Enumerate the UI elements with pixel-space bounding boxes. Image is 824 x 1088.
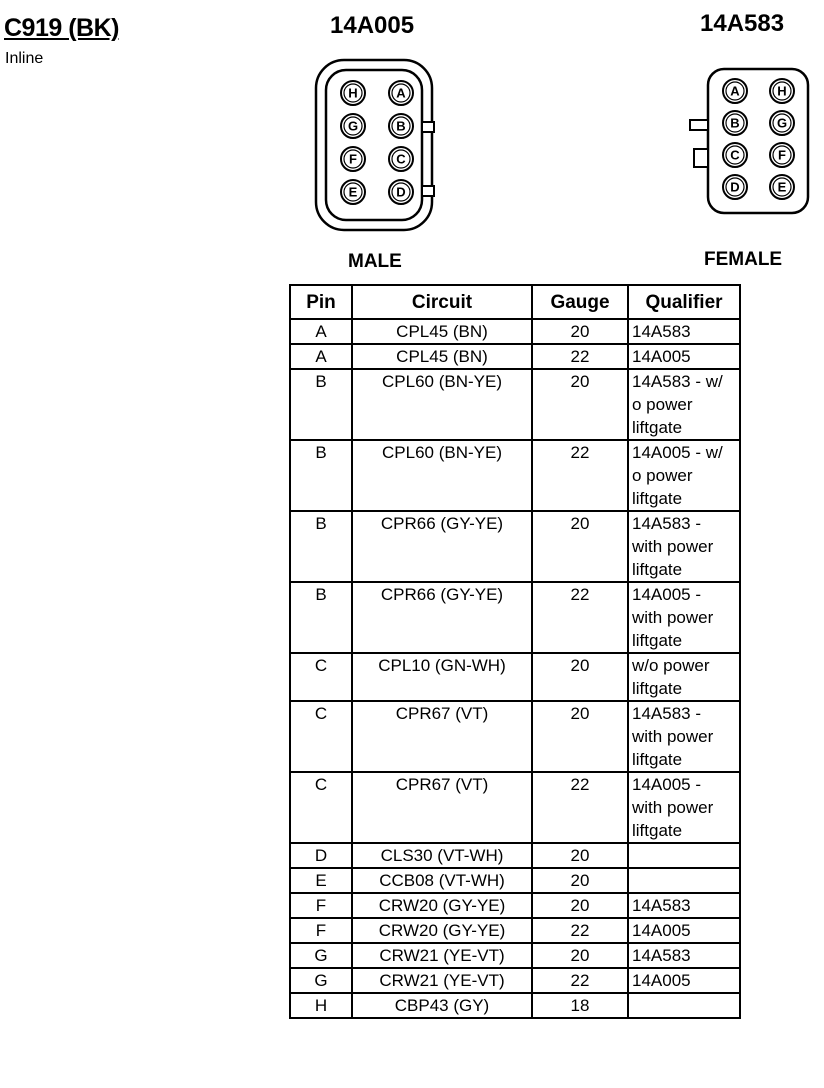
gauge-cell: 20 bbox=[532, 701, 628, 772]
gauge-cell: 20 bbox=[532, 653, 628, 701]
table-row bbox=[290, 319, 740, 344]
pin-label: E bbox=[777, 179, 787, 195]
circuit-cell: CBP43 (GY) bbox=[352, 993, 532, 1018]
pin-cell: A bbox=[290, 344, 352, 369]
qualifier-cell bbox=[628, 582, 740, 653]
gauge-cell: 22 bbox=[532, 344, 628, 369]
pin-cell: B bbox=[290, 582, 352, 653]
male-pin-group bbox=[341, 81, 413, 204]
qualifier-line: 14A583 - bbox=[632, 704, 701, 723]
qualifier-line: 14A005 bbox=[632, 347, 691, 366]
pin-label: E bbox=[348, 184, 358, 200]
table-row bbox=[290, 440, 740, 511]
table-row bbox=[290, 868, 740, 893]
pin-label: C bbox=[396, 151, 406, 167]
pin-label: F bbox=[778, 147, 786, 163]
connector-location: Inline bbox=[5, 50, 44, 67]
circuit-cell: CPR66 (GY-YE) bbox=[352, 582, 532, 653]
pin-label: F bbox=[349, 151, 357, 167]
qualifier-line: 14A583 - w/ bbox=[632, 372, 723, 391]
qualifier-cell bbox=[628, 918, 740, 943]
pin-cell: A bbox=[290, 319, 352, 344]
table-row bbox=[290, 918, 740, 943]
table-row bbox=[290, 344, 740, 369]
gauge-cell: 22 bbox=[532, 968, 628, 993]
circuit-cell: CPL45 (BN) bbox=[352, 319, 532, 344]
qualifier-line: 14A005 bbox=[632, 971, 691, 990]
qualifier-line: liftgate bbox=[632, 418, 683, 437]
qualifier-cell bbox=[628, 993, 740, 1018]
qualifier-line: 14A583 bbox=[632, 322, 691, 341]
qualifier-cell bbox=[628, 893, 740, 918]
pin-label: C bbox=[730, 147, 740, 163]
circuit-cell: CPL60 (BN-YE) bbox=[352, 440, 532, 511]
circuit-cell: CPR67 (VT) bbox=[352, 701, 532, 772]
female-part-number: 14A583 bbox=[700, 10, 785, 37]
header-qualifier: Qualifier bbox=[628, 285, 740, 319]
qualifier-cell bbox=[628, 968, 740, 993]
pin-cell: F bbox=[290, 918, 352, 943]
qualifier-line: liftgate bbox=[632, 631, 683, 650]
qualifier-line: with power bbox=[632, 798, 714, 817]
gauge-cell: 22 bbox=[532, 440, 628, 511]
table-row bbox=[290, 772, 740, 843]
pin-label: A bbox=[730, 83, 740, 99]
pin-cell: G bbox=[290, 943, 352, 968]
qualifier-line: 14A005 - bbox=[632, 585, 701, 604]
qualifier-line: w/o power bbox=[632, 656, 710, 675]
qualifier-cell bbox=[628, 943, 740, 968]
pin-label: A bbox=[396, 85, 406, 101]
female-connector-diagram bbox=[686, 66, 812, 216]
gauge-cell: 20 bbox=[532, 893, 628, 918]
table-row bbox=[290, 511, 740, 582]
qualifier-line: o power bbox=[632, 466, 693, 485]
pin-label: D bbox=[396, 184, 406, 200]
circuit-cell: CPL45 (BN) bbox=[352, 344, 532, 369]
qualifier-cell bbox=[628, 440, 740, 511]
table-row bbox=[290, 893, 740, 918]
connector-title: C919 (BK) bbox=[4, 14, 119, 42]
qualifier-cell bbox=[628, 319, 740, 344]
table-row bbox=[290, 993, 740, 1018]
pinout-table bbox=[289, 284, 741, 1019]
gauge-cell: 18 bbox=[532, 993, 628, 1018]
circuit-cell: CRW20 (GY-YE) bbox=[352, 893, 532, 918]
header-pin: Pin bbox=[290, 285, 352, 319]
gauge-cell: 22 bbox=[532, 772, 628, 843]
qualifier-line: 14A583 - bbox=[632, 514, 701, 533]
qualifier-line: 14A005 - w/ bbox=[632, 443, 723, 462]
table-row bbox=[290, 843, 740, 868]
qualifier-line: 14A583 bbox=[632, 896, 691, 915]
qualifier-line: 14A005 bbox=[632, 921, 691, 940]
qualifier-cell bbox=[628, 701, 740, 772]
qualifier-line: 14A005 - bbox=[632, 775, 701, 794]
male-connector-diagram bbox=[312, 56, 442, 236]
circuit-cell: CRW21 (YE-VT) bbox=[352, 943, 532, 968]
pin-label: H bbox=[348, 85, 358, 101]
qualifier-line: with power bbox=[632, 727, 714, 746]
pin-cell: G bbox=[290, 968, 352, 993]
qualifier-line: o power bbox=[632, 395, 693, 414]
qualifier-cell bbox=[628, 344, 740, 369]
circuit-cell: CPR66 (GY-YE) bbox=[352, 511, 532, 582]
qualifier-line: liftgate bbox=[632, 679, 683, 698]
gauge-cell: 20 bbox=[532, 511, 628, 582]
circuit-cell: CRW20 (GY-YE) bbox=[352, 918, 532, 943]
pin-cell: D bbox=[290, 843, 352, 868]
pin-cell: H bbox=[290, 993, 352, 1018]
gauge-cell: 22 bbox=[532, 582, 628, 653]
qualifier-cell bbox=[628, 868, 740, 893]
male-label: MALE bbox=[348, 251, 402, 272]
circuit-cell: CPL10 (GN-WH) bbox=[352, 653, 532, 701]
circuit-cell: CLS30 (VT-WH) bbox=[352, 843, 532, 868]
circuit-cell: CRW21 (YE-VT) bbox=[352, 968, 532, 993]
gauge-cell: 20 bbox=[532, 369, 628, 440]
header-circuit: Circuit bbox=[352, 285, 532, 319]
circuit-cell: CPL60 (BN-YE) bbox=[352, 369, 532, 440]
qualifier-cell bbox=[628, 511, 740, 582]
pin-label: B bbox=[396, 118, 406, 134]
pin-cell: C bbox=[290, 701, 352, 772]
circuit-cell: CPR67 (VT) bbox=[352, 772, 532, 843]
circuit-cell: CCB08 (VT-WH) bbox=[352, 868, 532, 893]
header-gauge: Gauge bbox=[532, 285, 628, 319]
table-row bbox=[290, 369, 740, 440]
pin-cell: B bbox=[290, 511, 352, 582]
qualifier-cell bbox=[628, 772, 740, 843]
qualifier-line: with power bbox=[632, 537, 714, 556]
pin-label: D bbox=[730, 179, 740, 195]
female-pin-group bbox=[723, 79, 794, 199]
pin-label: G bbox=[776, 115, 788, 131]
pin-label: G bbox=[347, 118, 359, 134]
qualifier-line: liftgate bbox=[632, 560, 683, 579]
pin-cell: B bbox=[290, 369, 352, 440]
qualifier-cell bbox=[628, 369, 740, 440]
table-header-row bbox=[290, 285, 740, 319]
pin-label: B bbox=[730, 115, 740, 131]
table-row bbox=[290, 968, 740, 993]
gauge-cell: 20 bbox=[532, 943, 628, 968]
gauge-cell: 20 bbox=[532, 868, 628, 893]
table-row bbox=[290, 653, 740, 701]
qualifier-line: 14A583 bbox=[632, 946, 691, 965]
table-row bbox=[290, 943, 740, 968]
qualifier-line: liftgate bbox=[632, 489, 683, 508]
qualifier-line: with power bbox=[632, 608, 714, 627]
pin-cell: C bbox=[290, 772, 352, 843]
qualifier-cell bbox=[628, 653, 740, 701]
gauge-cell: 22 bbox=[532, 918, 628, 943]
qualifier-cell bbox=[628, 843, 740, 868]
pin-label: H bbox=[777, 83, 787, 99]
male-part-number: 14A005 bbox=[330, 12, 415, 39]
qualifier-line: liftgate bbox=[632, 750, 683, 769]
pin-cell: C bbox=[290, 653, 352, 701]
table-row bbox=[290, 701, 740, 772]
qualifier-line: liftgate bbox=[632, 821, 683, 840]
pin-cell: E bbox=[290, 868, 352, 893]
table-row bbox=[290, 582, 740, 653]
gauge-cell: 20 bbox=[532, 843, 628, 868]
table-body bbox=[290, 319, 740, 1018]
pin-cell: F bbox=[290, 893, 352, 918]
gauge-cell: 20 bbox=[532, 319, 628, 344]
female-label: FEMALE bbox=[704, 249, 783, 270]
pin-cell: B bbox=[290, 440, 352, 511]
